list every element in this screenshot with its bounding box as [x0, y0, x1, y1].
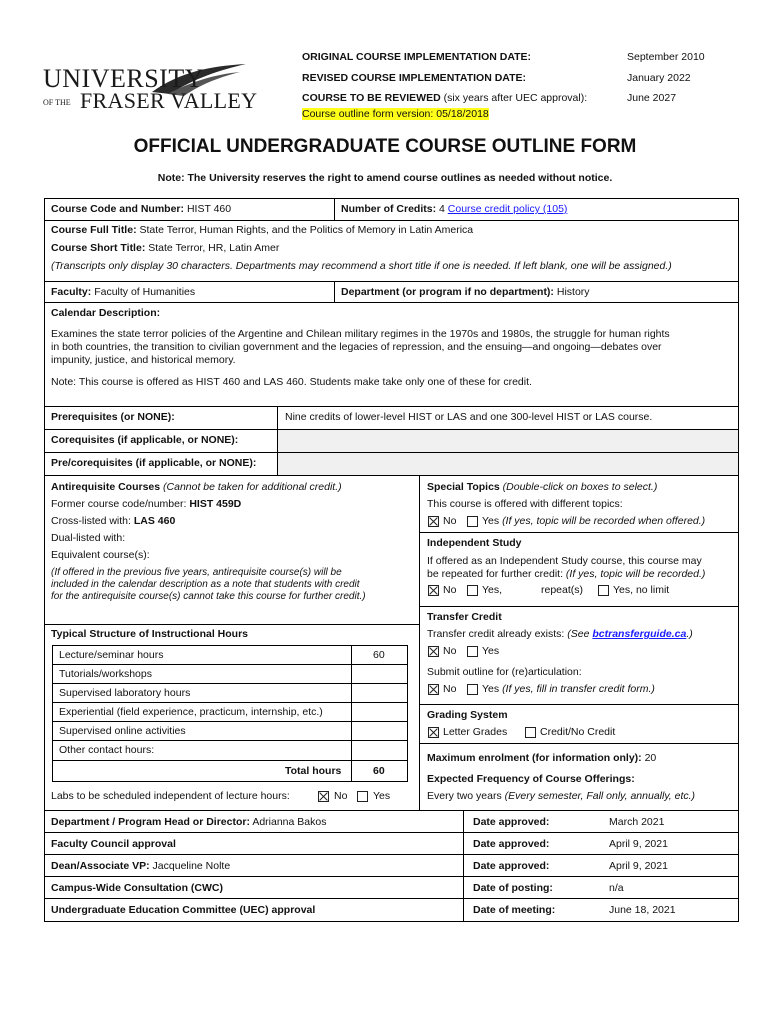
hours-row-name: Other contact hours:	[59, 744, 155, 756]
former-code-row	[51, 498, 241, 511]
transfer-label: Transfer Credit	[427, 611, 502, 623]
credits-row	[341, 203, 567, 216]
review-note: (six years after UEC approval):	[443, 92, 588, 104]
approval-date-label: Date approved:	[473, 816, 550, 828]
dept-value[interactable]: History	[556, 286, 590, 298]
review-date-value: June 2027	[627, 92, 677, 104]
independent-text1: If offered as an Independent Study course, this course may	[427, 555, 702, 567]
hours-row-name: Lecture/seminar hours	[59, 649, 164, 661]
credits-label: Number of Credits:	[341, 203, 437, 215]
approval-label: Undergraduate Education Committee (UEC) approval	[51, 904, 316, 916]
transcript-note: (Transcripts only display 30 characters. Departments may recommend a short title if one is needed. If left blank, one will be assigned.)	[51, 260, 672, 272]
faculty-label: Faculty:	[51, 286, 92, 298]
approval-date[interactable]: n/a	[609, 882, 624, 894]
calendar-line2[interactable]: in both countries, the transition to civilian government and the legacies of repression, and the ensuing—and ongoing—debates over	[51, 341, 662, 353]
hours-row-name: Tutorials/workshops	[59, 668, 152, 680]
orig-date-value: September 2010	[627, 51, 705, 63]
approval-date-label: Date approved:	[473, 838, 550, 850]
credit-nocredit-checkbox[interactable]	[525, 727, 536, 738]
former-value[interactable]: HIST 459D	[189, 498, 242, 510]
course-code-value[interactable]: HIST 460	[186, 203, 232, 215]
frequency-value[interactable]: Every two years	[427, 790, 502, 802]
short-title-row	[51, 242, 279, 255]
prereq-label: Prerequisites (or NONE):	[51, 411, 175, 423]
logo-line1: UNIVERSITY	[43, 64, 204, 93]
transfer-yes-checkbox[interactable]	[467, 646, 478, 657]
special-yes-checkbox[interactable]	[467, 516, 478, 527]
rev-date-label: REVISED COURSE IMPLEMENTATION DATE:	[302, 72, 527, 84]
cross-listed-row	[51, 515, 175, 528]
submit-yes-note: (If yes, fill in transfer credit form.)	[502, 683, 655, 695]
course-code-label: Course Code and Number:	[51, 203, 185, 215]
calendar-line3[interactable]: impunity, justice, and historical memory.	[51, 354, 236, 366]
labs-yes-checkbox[interactable]	[357, 791, 368, 802]
approval-dept-row	[51, 816, 326, 829]
labs-no-label: No	[334, 790, 348, 802]
submit-yes-row	[482, 683, 655, 696]
special-yes-row	[482, 515, 705, 528]
logo-line2: FRASER VALLEY	[80, 88, 258, 113]
page-note: Note: The University reserves the right to amend course outlines as needed without notice.	[157, 172, 613, 184]
letter-grades-checkbox[interactable]	[428, 727, 439, 738]
approval-label: Department / Program Head or Director:	[51, 816, 250, 828]
antireq-note3: for the antirequisite course(s) cannot take this course for further credit.)	[51, 591, 366, 602]
page-title: OFFICIAL UNDERGRADUATE COURSE OUTLINE FORM	[133, 136, 637, 157]
rev-date-value: January 2022	[627, 72, 691, 84]
former-label: Former course code/number:	[51, 498, 187, 510]
antireq-label-note: (Cannot be taken for additional credit.)	[163, 481, 342, 493]
submit-no-checkbox[interactable]	[428, 684, 439, 695]
independent-no-checkbox[interactable]	[428, 585, 439, 596]
special-no-checkbox[interactable]	[428, 516, 439, 527]
independent-nolimit-label: Yes, no limit	[613, 584, 670, 596]
independent-text2: be repeated for further credit:	[427, 568, 563, 580]
special-topics-note: (Double-click on boxes to select.)	[502, 481, 658, 493]
prereq-value[interactable]: Nine credits of lower-level HIST or LAS and one 300-level HIST or LAS course.	[285, 411, 653, 423]
logo-of-the: OF THE	[43, 98, 71, 107]
independent-no-label: No	[443, 584, 457, 596]
dual-listed-label: Dual-listed with:	[51, 532, 126, 544]
independent-repeats-label: repeat(s)	[541, 584, 584, 596]
submit-outline-text: Submit outline for (re)articulation:	[427, 666, 582, 678]
approval-label: Faculty Council approval	[51, 838, 176, 850]
cross-label: Cross-listed with:	[51, 515, 131, 527]
full-title-value[interactable]: State Terror, Human Rights, and the Politics of Memory in Latin America	[139, 224, 474, 236]
letter-grades-label: Letter Grades	[443, 726, 508, 738]
special-topics-label: Special Topics	[427, 481, 500, 493]
approval-date[interactable]: March 2021	[609, 816, 665, 828]
independent-text2-row	[427, 568, 705, 581]
special-yes-label: Yes	[482, 515, 500, 527]
short-title-label: Course Short Title:	[51, 242, 146, 254]
form-version: Course outline form version: 05/18/2018	[302, 108, 489, 120]
enrolment-value[interactable]: 20	[644, 752, 657, 764]
faculty-value[interactable]: Faculty of Humanities	[94, 286, 196, 298]
orig-date-label: ORIGINAL COURSE IMPLEMENTATION DATE:	[302, 51, 532, 63]
bctransferguide-link[interactable]: bctransferguide.ca	[592, 628, 687, 640]
approval-name[interactable]: Adrianna Bakos	[252, 816, 327, 828]
special-yes-note: (If yes, topic will be recorded when offered.)	[502, 515, 706, 527]
credit-policy-link[interactable]: Course credit policy (105)	[447, 203, 568, 215]
calendar-label: Calendar Description:	[51, 307, 161, 319]
hours-label: Typical Structure of Instructional Hours	[51, 628, 248, 640]
labs-label: Labs to be scheduled independent of lecture hours:	[51, 790, 290, 802]
dept-label: Department (or program if no department):	[341, 286, 554, 298]
approval-date[interactable]: June 18, 2021	[609, 904, 676, 916]
approval-date[interactable]: April 9, 2021	[609, 860, 668, 872]
frequency-note: (Every semester, Fall only, annually, etc.)	[504, 790, 696, 802]
submit-no-label: No	[443, 683, 457, 695]
calendar-line1[interactable]: Examines the state terror policies of the Argentine and Chilean military regimes in the 1970s and 1980s, the struggle for human rights	[51, 328, 670, 340]
approval-label: Dean/Associate VP:	[51, 860, 150, 872]
total-hours-label: Total hours	[285, 765, 342, 777]
hours-row-name: Supervised online activities	[59, 725, 186, 737]
faculty-row	[51, 286, 195, 299]
dept-row	[341, 286, 590, 299]
frequency-row	[427, 790, 695, 803]
approval-date[interactable]: April 9, 2021	[609, 838, 668, 850]
special-topics-heading	[427, 481, 657, 494]
antireq-note1: (If offered in the previous five years, antirequisite course(s) will be	[51, 567, 342, 578]
enrolment-label: Maximum enrolment (for information only):	[427, 752, 642, 764]
coreq-label: Corequisites (if applicable, or NONE):	[51, 434, 239, 446]
special-no-label: No	[443, 515, 457, 527]
full-title-row	[51, 224, 473, 237]
special-topics-text: This course is offered with different topics:	[427, 498, 623, 510]
short-title-value[interactable]: State Terror, HR, Latin Amer	[148, 242, 280, 254]
independent-nolimit-checkbox[interactable]	[598, 585, 609, 596]
transfer-yes-label: Yes	[482, 645, 500, 657]
antireq-note2: included in the calendar description as a note that students with credit	[51, 579, 360, 590]
hours-row-name: Supervised laboratory hours	[59, 687, 191, 699]
transfer-no-label: No	[443, 645, 457, 657]
approval-date-label: Date of meeting:	[473, 904, 556, 916]
full-title-label: Course Full Title:	[51, 224, 137, 236]
antireq-heading	[51, 481, 342, 494]
transfer-no-checkbox[interactable]	[428, 646, 439, 657]
independent-label: Independent Study	[427, 537, 522, 549]
transfer-note-b: .)	[686, 628, 693, 640]
submit-yes-label: Yes	[482, 683, 500, 695]
review-label: COURSE TO BE REVIEWED	[302, 92, 441, 104]
antireq-label: Antirequisite Courses	[51, 481, 161, 493]
credit-nocredit-label: Credit/No Credit	[540, 726, 616, 738]
approval-dean-row	[51, 860, 230, 873]
calendar-note[interactable]: Note: This course is offered as HIST 460 and LAS 460. Students make take only one of these for credit.	[51, 376, 532, 388]
labs-yes-label: Yes	[373, 790, 391, 802]
cross-value[interactable]: LAS 460	[133, 515, 176, 527]
hours-row-value[interactable]: 60	[373, 649, 385, 661]
total-hours-value[interactable]: 60	[373, 765, 385, 777]
approval-name[interactable]: Jacqueline Nolte	[152, 860, 231, 872]
independent-text2-note: (If yes, topic will be recorded.)	[565, 568, 706, 580]
frequency-label: Expected Frequency of Course Offerings:	[427, 773, 635, 785]
labs-no-checkbox[interactable]	[318, 791, 329, 802]
transfer-note-a: (See	[567, 628, 590, 640]
transfer-exists-row	[427, 628, 693, 641]
independent-yes-checkbox[interactable]	[467, 585, 478, 596]
equiv-label: Equivalent course(s):	[51, 549, 150, 561]
approval-date-label: Date approved:	[473, 860, 550, 872]
hours-row-name: Experiential (field experience, practicum, internship, etc.)	[59, 706, 323, 718]
credits-value[interactable]: 4	[439, 203, 445, 215]
grading-label: Grading System	[427, 709, 508, 721]
submit-yes-checkbox[interactable]	[467, 684, 478, 695]
independent-yes-label: Yes,	[482, 584, 503, 596]
transfer-exists-text: Transfer credit already exists:	[427, 628, 565, 640]
approval-date-label: Date of posting:	[473, 882, 553, 894]
approval-label: Campus-Wide Consultation (CWC)	[51, 882, 223, 894]
enrolment-row	[427, 752, 656, 765]
precoreq-label: Pre/corequisites (if applicable, or NONE):	[51, 457, 257, 469]
course-code-row	[51, 203, 231, 216]
review-date-row	[302, 92, 587, 104]
